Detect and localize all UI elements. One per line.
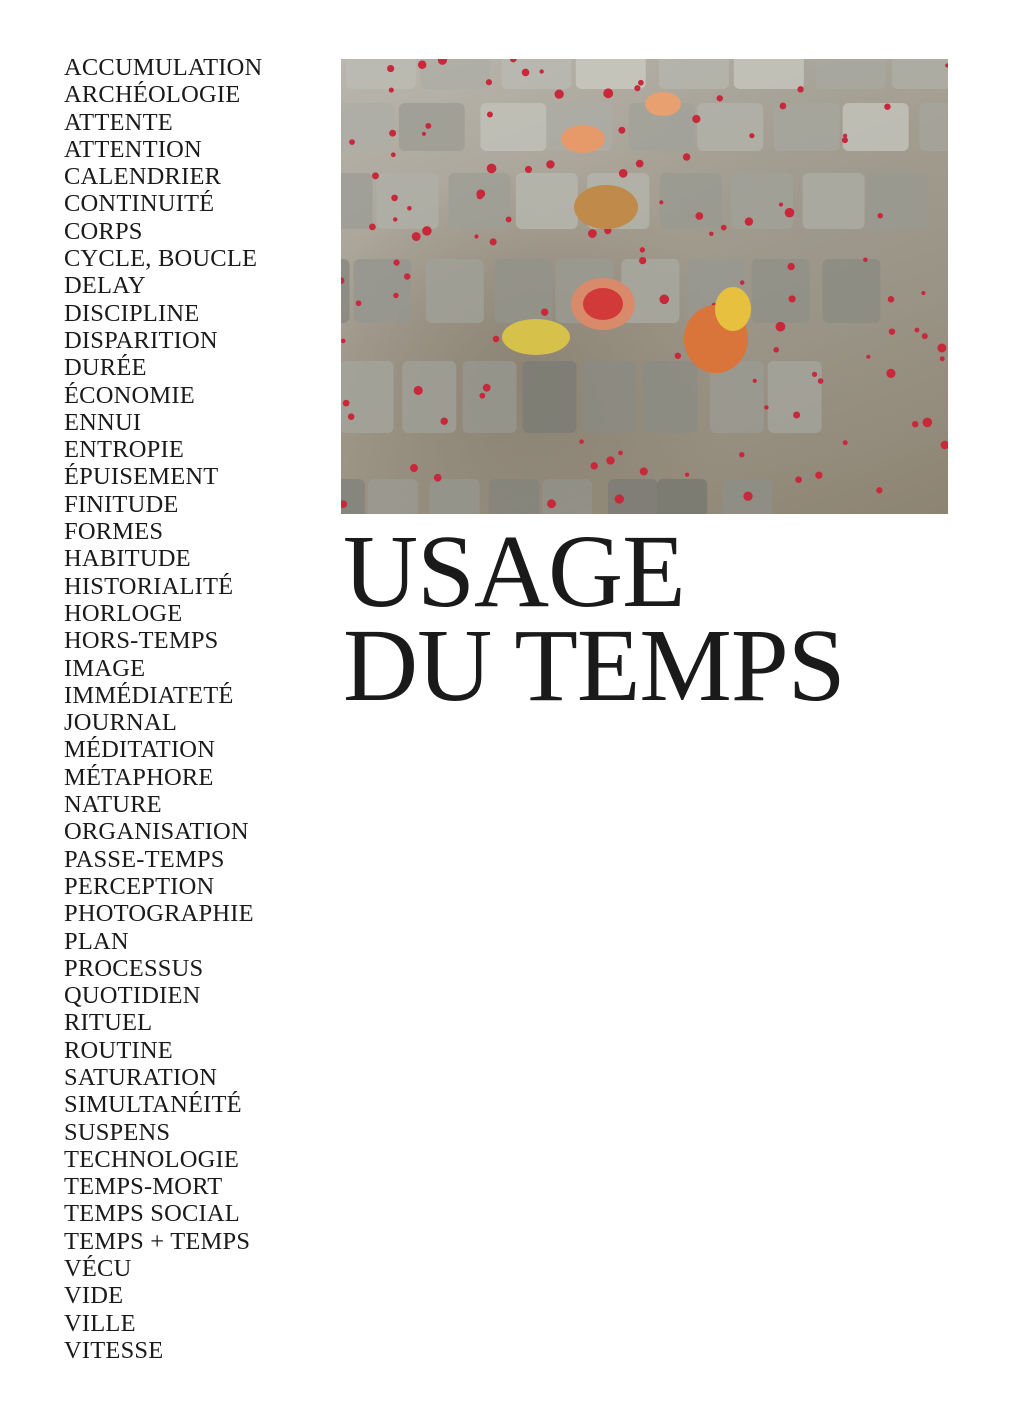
keyword-item: IMAGE [64, 654, 146, 682]
keyword-item: ORGANISATION [64, 818, 249, 846]
keyword-item: FORMES [64, 518, 164, 546]
keyword-item: MÉDITATION [64, 736, 216, 764]
keyword-item: HISTORIALITÉ [64, 572, 234, 600]
keyword-item: TEMPS + TEMPS [64, 1227, 251, 1255]
keyword-item: JOURNAL [64, 709, 178, 737]
keyword-item: TEMPS-MORT [64, 1173, 223, 1201]
keyword-item: SUSPENS [64, 1118, 171, 1146]
keyword-item: ENTROPIE [64, 436, 185, 464]
keyword-item: CORPS [64, 217, 143, 245]
keyword-item: PROCESSUS [64, 954, 204, 982]
keyword-item: PASSE-TEMPS [64, 845, 225, 873]
keyword-item: DISPARITION [64, 326, 218, 354]
keyword-item: ARCHÉOLOGIE [64, 81, 241, 109]
keyword-item: HORLOGE [64, 599, 183, 627]
keyword-item: PLAN [64, 927, 129, 955]
keyword-item: ÉCONOMIE [64, 381, 195, 409]
title-line-2: DU TEMPS [343, 608, 845, 723]
keyword-item: CALENDRIER [64, 163, 222, 191]
keyword-item: PHOTOGRAPHIE [64, 900, 254, 928]
keyword-item: HORS-TEMPS [64, 627, 219, 655]
keyword-item: TEMPS SOCIAL [64, 1200, 240, 1228]
keyword-item: NATURE [64, 791, 162, 819]
keyword-item: ACCUMULATION [64, 54, 263, 81]
keyword-item: ROUTINE [64, 1036, 173, 1064]
keyword-item: HABITUDE [64, 545, 191, 573]
keyword-item: IMMÉDIATETÉ [64, 681, 234, 709]
keyword-item: RITUEL [64, 1009, 153, 1037]
page-title [343, 514, 845, 723]
keyword-item: FINITUDE [64, 490, 179, 518]
keyword-item: PERCEPTION [64, 872, 215, 900]
keyword-item: VILLE [64, 1309, 136, 1337]
keyword-item: MÉTAPHORE [64, 763, 214, 791]
keyword-item: VÉCU [64, 1255, 132, 1283]
keyword-item: SIMULTANÉITÉ [64, 1091, 242, 1119]
keyword-item: DELAY [64, 272, 146, 300]
keyword-item: CONTINUITÉ [64, 190, 215, 218]
keyword-item: ATTENTE [64, 108, 173, 136]
keyword-item: TECHNOLOGIE [64, 1145, 240, 1173]
keyword-item: VITESSE [64, 1336, 164, 1364]
keyword-item: DISCIPLINE [64, 299, 200, 327]
title-line-1: USAGE [343, 514, 685, 629]
keyword-list [64, 54, 262, 1364]
keyword-item: CYCLE, BOUCLE [64, 245, 258, 273]
keyword-item: VIDE [64, 1282, 124, 1310]
keyword-item: SATURATION [64, 1063, 218, 1091]
keyword-item: ÉPUISEMENT [64, 463, 219, 491]
keyword-item: ATTENTION [64, 135, 202, 163]
cover-photo-pomegranates-on-cobblestones [341, 59, 948, 514]
keyword-item: ENNUI [64, 408, 142, 436]
keyword-item: DURÉE [64, 354, 147, 382]
keyword-item: QUOTIDIEN [64, 982, 201, 1010]
